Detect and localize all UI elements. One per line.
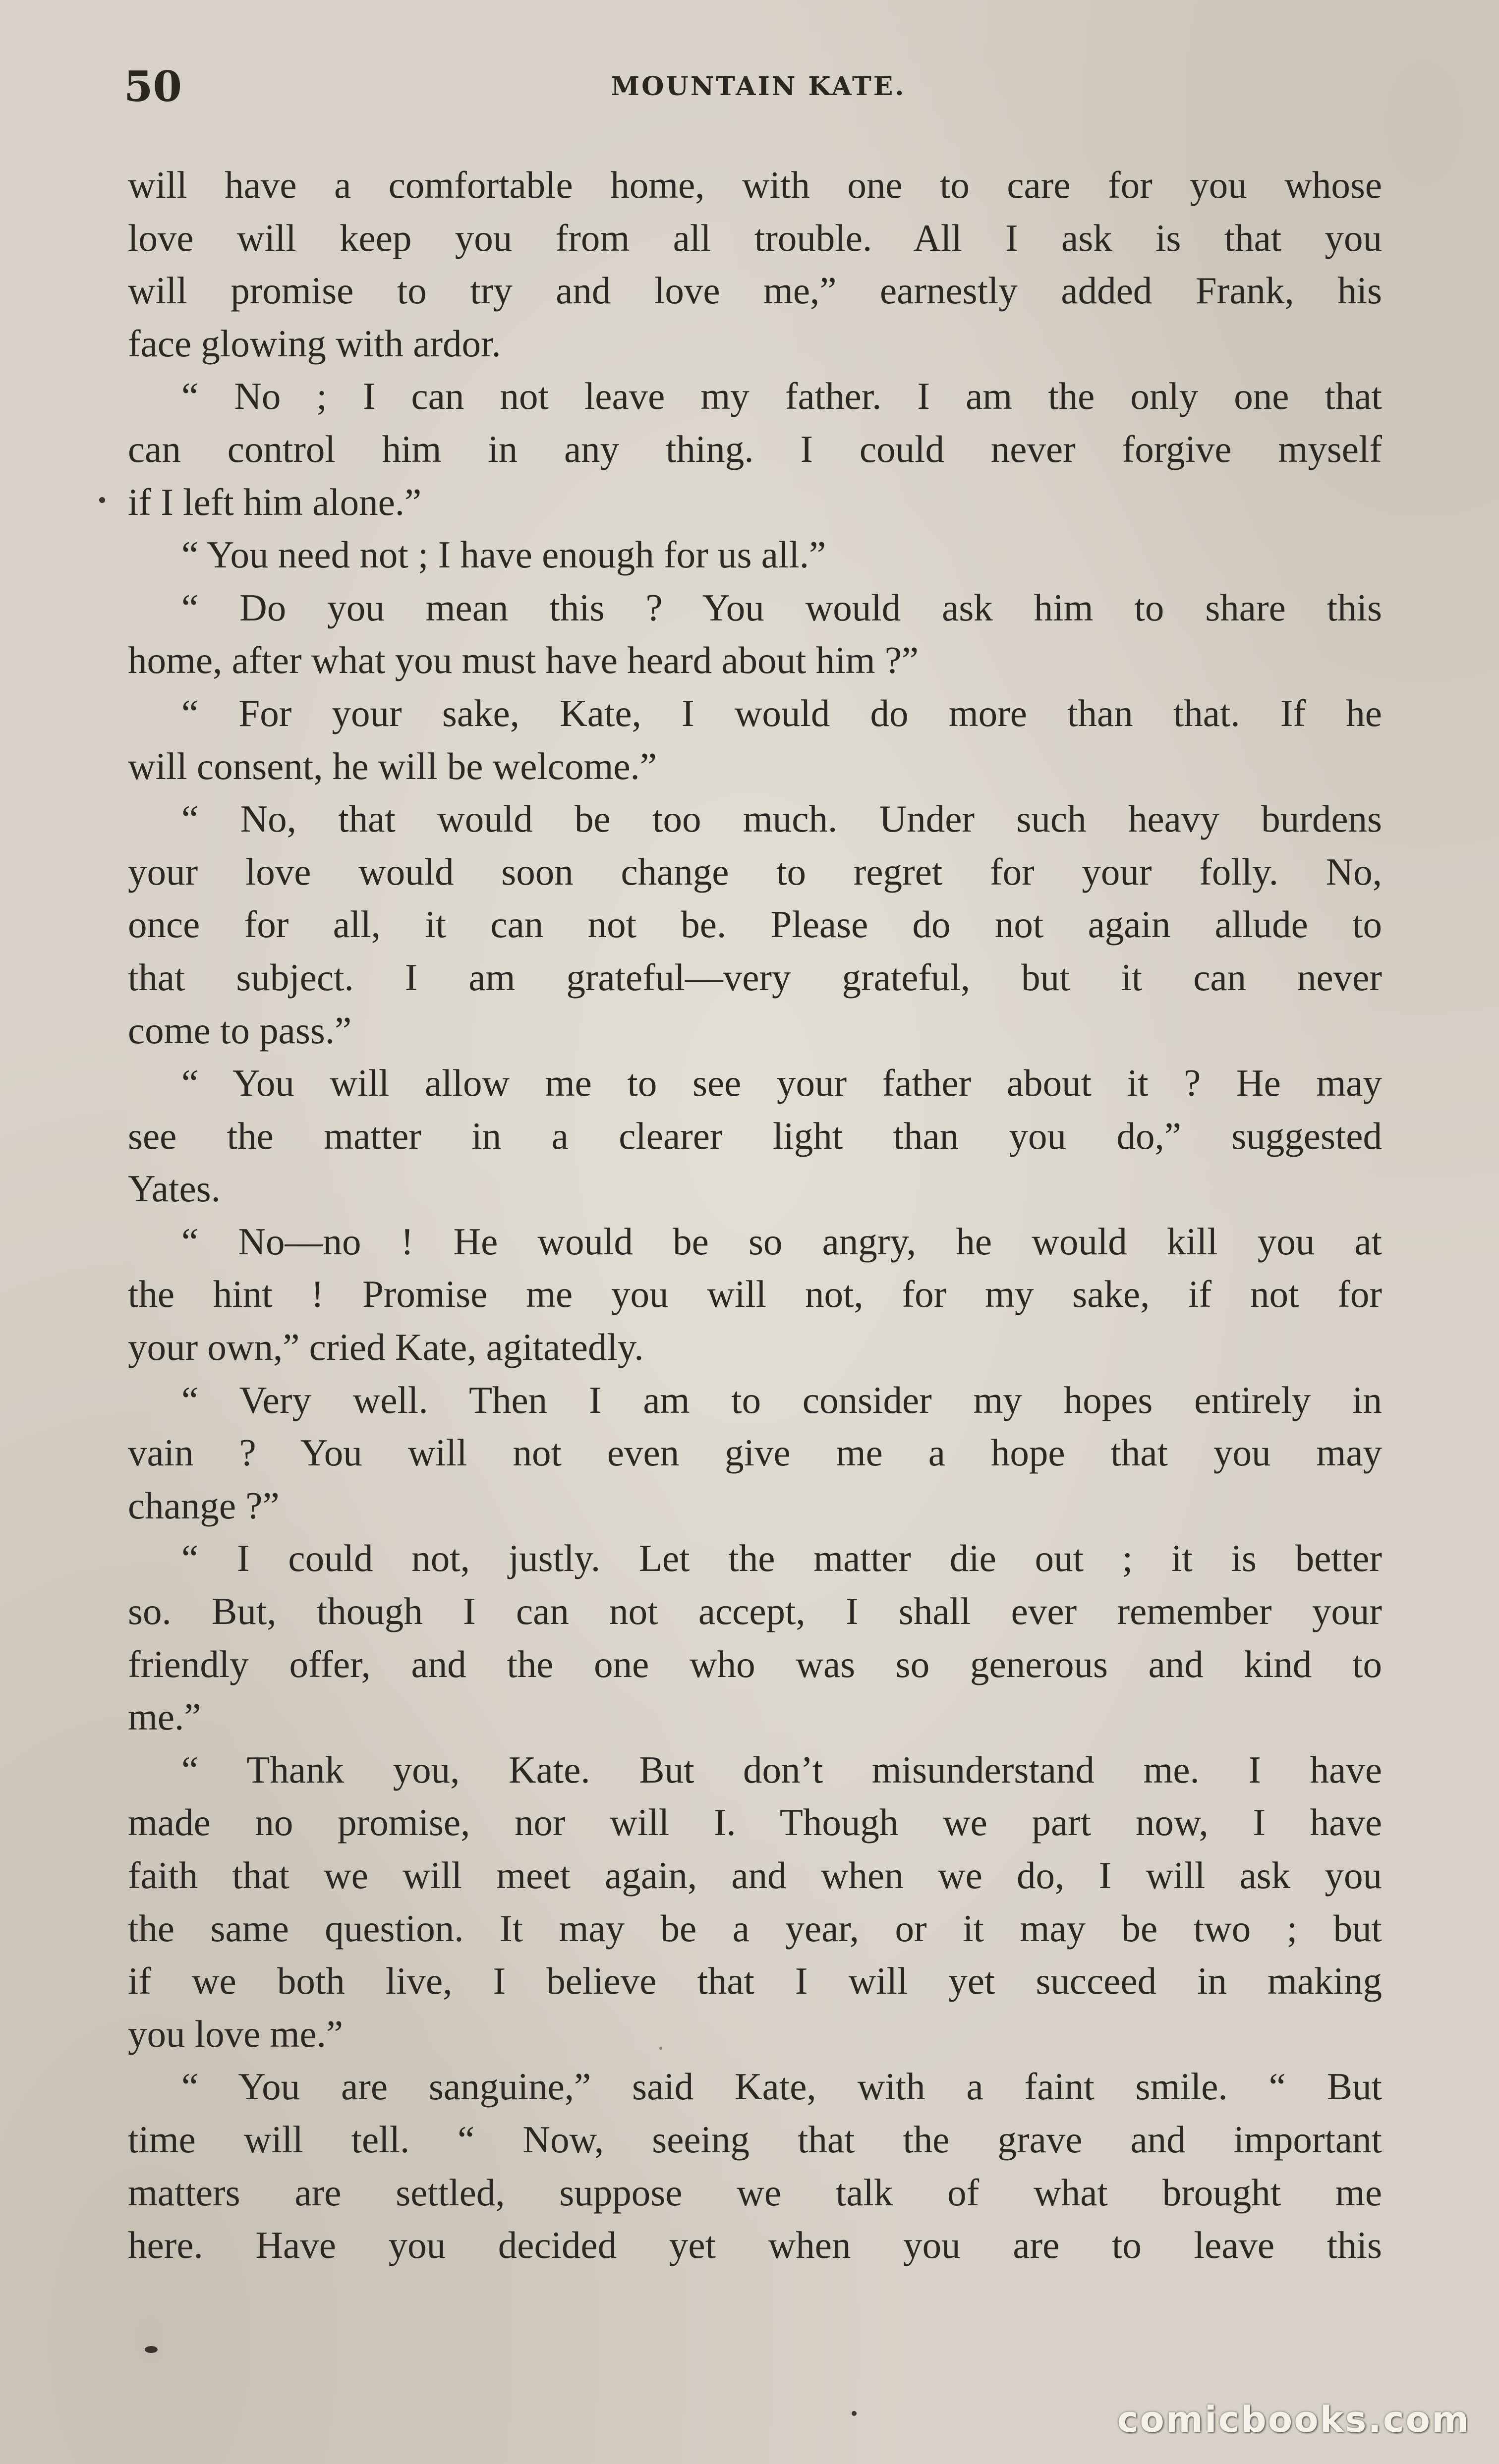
ink-speck	[99, 497, 105, 503]
text-line: “ Very well. Then I am to consider my hopes entirely in	[181, 1378, 1382, 1421]
text-line: the same question. It may be a year, or it may be two ; but	[128, 1906, 1382, 1950]
text-line: your love would soon change to regret for your folly. No,	[128, 850, 1382, 893]
text-line: will promise to try and love me,” earnestly added Frank, his	[128, 269, 1382, 312]
text-line: faith that we will meet again, and when we do, I will ask you	[128, 1854, 1382, 1897]
text-line: if we both live, I believe that I will yet succeed in making	[128, 1960, 1382, 2003]
text-line: that subject. I am grateful—very grateful, but it can never	[128, 955, 1382, 999]
text-line: here. Have you decided yet when you are to leave this	[128, 2224, 1382, 2267]
text-line: “ Thank you, Kate. But don’t misunderstand me. I have	[181, 1748, 1382, 1791]
text-line: will have a comfortable home, with one to care for you whose	[128, 164, 1382, 206]
text-line: time will tell. “ Now, seeing that the grave and important	[128, 2118, 1382, 2161]
text-line: “ You are sanguine,” said Kate, with a faint smile. “ But	[181, 2065, 1382, 2108]
text-line: love will keep you from all trouble. All I ask is that you	[128, 216, 1382, 259]
text-line: vain ? You will not even give me a hope that you may	[128, 1431, 1382, 1474]
text-line: “ You need not ; I have enough for us all.”	[181, 533, 826, 576]
text-line: “ I could not, justly. Let the matter die out ; it is better	[181, 1537, 1382, 1580]
text-line: made no promise, nor will I. Though we part now, I have	[128, 1801, 1382, 1844]
ink-speck	[852, 2411, 857, 2416]
running-head: MOUNTAIN KATE.	[611, 71, 906, 102]
text-line: you love me.”	[128, 2012, 344, 2055]
ink-speck	[659, 2047, 662, 2050]
text-line: Yates.	[128, 1167, 221, 1210]
text-line: once for all, it can not be. Please do not again allude to	[128, 903, 1382, 946]
page-header	[124, 59, 1393, 114]
text-line: “ No, that would be too much. Under such heavy burdens	[181, 797, 1382, 840]
text-line: “ Do you mean this ? You would ask him to share this	[181, 586, 1382, 629]
text-line: will consent, he will be welcome.”	[128, 744, 657, 787]
ink-speck	[145, 2346, 158, 2353]
text-line: come to pass.”	[128, 1008, 352, 1052]
text-line: matters are settled, suppose we talk of what brought me	[128, 2171, 1382, 2214]
text-line: home, after what you must have heard about him ?”	[128, 639, 919, 682]
text-line: see the matter in a clearer light than you do,” suggested	[128, 1114, 1382, 1157]
page-number: 50	[124, 62, 182, 111]
text-line: if I left him alone.”	[128, 480, 422, 523]
text-line: your own,” cried Kate, agitatedly.	[128, 1326, 644, 1369]
text-line: friendly offer, and the one who was so generous and kind to	[128, 1642, 1382, 1685]
text-line: “ No ; I can not leave my father. I am the only one that	[181, 375, 1382, 418]
text-line: change ?”	[128, 1484, 280, 1527]
text-line: the hint ! Promise me you will not, for my sake, if not for	[128, 1273, 1382, 1316]
text-line: “ For your sake, Kate, I would do more than that. If he	[181, 691, 1382, 734]
text-line: so. But, though I can not accept, I shall ever remember your	[128, 1590, 1382, 1633]
text-line: “ No—no ! He would be so angry, he would kill you at	[181, 1220, 1382, 1263]
text-line: “ You will allow me to see your father about it ? He may	[181, 1062, 1382, 1105]
text-line: me.”	[128, 1695, 201, 1738]
watermark: comicbooks.com	[1117, 2399, 1470, 2440]
text-line: can control him in any thing. I could never forgive myself	[128, 427, 1382, 470]
text-line: face glowing with ardor.	[128, 322, 501, 365]
body-text	[128, 159, 1382, 2272]
